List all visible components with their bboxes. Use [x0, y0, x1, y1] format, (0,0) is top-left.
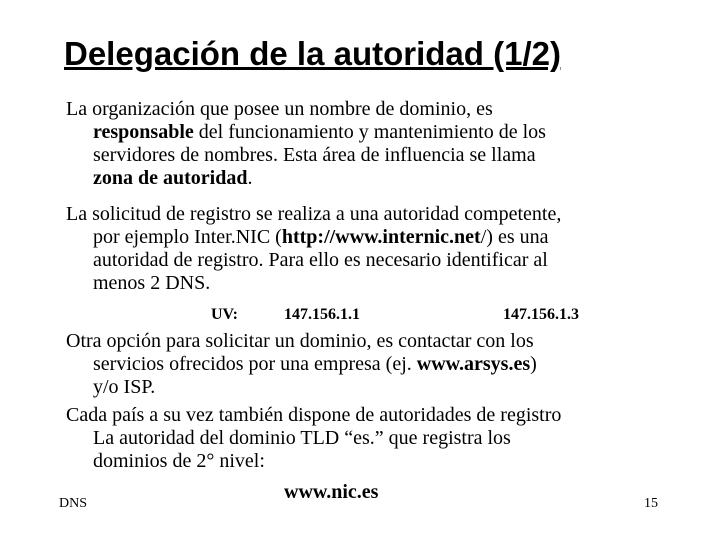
- paragraph-zona-autoridad: [66, 98, 676, 190]
- slide-title: Delegación de la autoridad (1/2): [64, 35, 561, 72]
- text-line: [66, 226, 676, 249]
- page-number: 15: [644, 496, 658, 511]
- text-line: La organización que posee un nombre de dominio, es: [66, 98, 493, 120]
- text-fragment: /) es una: [480, 226, 549, 248]
- text-fragment: por ejemplo Inter.NIC (: [93, 226, 282, 248]
- text-line: autoridad de registro. Para ello es necesario identificar al: [93, 249, 548, 271]
- text-line: La autoridad del dominio TLD “es.” que registra los: [93, 427, 511, 449]
- uv-dns-ip-2: 147.156.1.3: [503, 306, 579, 323]
- internic-url: http://www.internic.net: [281, 226, 481, 248]
- text-line: servidores de nombres. Esta área de influencia se llama: [93, 144, 536, 166]
- text-line: La solicitud de registro se realiza a una autoridad competente,: [66, 203, 562, 225]
- text-line: Cada país a su vez también dispone de autoridades de registro: [66, 404, 562, 426]
- text-line: [66, 353, 676, 376]
- paragraph-cada-pais: [66, 404, 676, 473]
- paragraph-otra-opcion: [66, 330, 676, 399]
- text-fragment: del funcionamiento y mantenimiento de los: [193, 121, 546, 143]
- text-fragment: servicios ofrecidos por una empresa (ej.: [93, 353, 417, 375]
- text-line: [66, 167, 676, 190]
- bold-term-responsable: responsable: [93, 121, 194, 143]
- uv-dns-ip-1: 147.156.1.1: [284, 306, 360, 323]
- text-line: menos 2 DNS.: [93, 272, 211, 294]
- text-line: [66, 121, 676, 144]
- bold-term-zona-de-autoridad: zona de autoridad: [93, 167, 248, 189]
- text-line: y/o ISP.: [93, 376, 156, 398]
- footer-label: DNS: [59, 496, 88, 511]
- paragraph-solicitud-registro: [66, 203, 676, 295]
- nic-es-url: www.nic.es: [284, 481, 379, 503]
- text-line: Otra opción para solicitar un dominio, es contactar con los: [66, 330, 534, 352]
- text-line: dominios de 2° nivel:: [93, 450, 265, 472]
- uv-label: UV:: [211, 306, 238, 323]
- text-fragment: .: [247, 167, 253, 189]
- arsys-url: www.arsys.es: [416, 353, 531, 375]
- text-fragment: ): [530, 353, 537, 375]
